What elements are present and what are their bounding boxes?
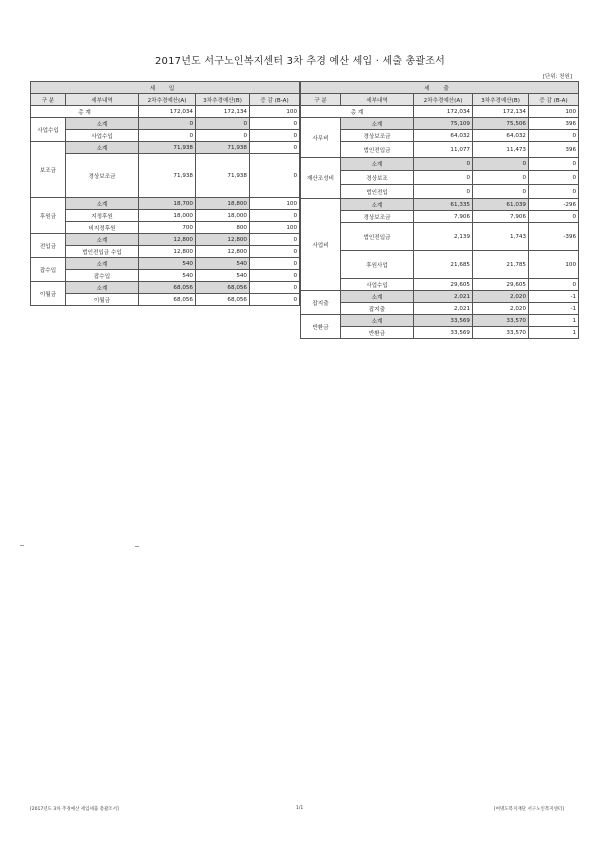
cell-diff: 0 [250, 154, 300, 198]
income-band-row [31, 82, 300, 94]
expense-total-row [301, 106, 579, 118]
cell-a: 18,700 [139, 198, 196, 210]
footer-left: [2017년도 3차 추경예산 세입세출 총괄조서] [30, 807, 119, 812]
cell-b: 68,056 [196, 294, 250, 306]
table-row [301, 279, 579, 291]
col-header: 증 감 (B-A) [529, 94, 579, 106]
cell-a: 0 [139, 130, 196, 142]
total-label: 총 계 [31, 106, 139, 118]
income-table [30, 81, 300, 306]
row-label: 경상보조금 [341, 130, 414, 142]
cell-a: 2,021 [414, 303, 473, 315]
row-label: 잡수입 [66, 270, 139, 282]
total-b: 172,134 [196, 106, 250, 118]
group-name: 후원금 [31, 198, 66, 234]
table-row [31, 258, 300, 270]
table-row [301, 185, 579, 199]
cell-diff: 0 [250, 258, 300, 270]
cell-a: 540 [139, 258, 196, 270]
cell-diff: -1 [529, 303, 579, 315]
col-header: 구 분 [31, 94, 66, 106]
cell-a: 700 [139, 222, 196, 234]
unit-label: [단위: 천원] [542, 74, 572, 80]
group-name: 사무비 [301, 118, 341, 158]
cell-b: 12,800 [196, 234, 250, 246]
cell-diff: 0 [529, 171, 579, 185]
cell-b: 68,056 [196, 282, 250, 294]
row-label: 사업수입 [341, 279, 414, 291]
cell-b: 71,938 [196, 154, 250, 198]
cell-b: 2,020 [473, 291, 529, 303]
table-row [301, 211, 579, 223]
cell-a: 0 [414, 158, 473, 171]
total-b: 172,134 [473, 106, 529, 118]
cell-diff: 100 [529, 251, 579, 279]
row-label: 비지정후원 [66, 222, 139, 234]
cell-diff: 0 [250, 142, 300, 154]
cell-diff: 0 [250, 270, 300, 282]
cell-diff: 0 [529, 130, 579, 142]
cell-b: 11,473 [473, 142, 529, 158]
table-row [301, 158, 579, 171]
cell-diff: 0 [250, 294, 300, 306]
group-name: 전입금 [31, 234, 66, 258]
cell-diff: 0 [250, 130, 300, 142]
col-header: 2차추경예산(A) [414, 94, 473, 106]
cell-diff: 0 [250, 234, 300, 246]
row-label: 소계 [341, 158, 414, 171]
row-label: 소계 [66, 118, 139, 130]
row-label: 경상보조금 [341, 211, 414, 223]
table-row [31, 234, 300, 246]
table-row [301, 315, 579, 327]
group-name: 사업비 [301, 199, 341, 291]
row-label: 소계 [341, 199, 414, 211]
cell-diff: 0 [250, 118, 300, 130]
cell-b: 33,570 [473, 315, 529, 327]
cell-diff: 0 [529, 185, 579, 199]
cell-a: 68,056 [139, 282, 196, 294]
table-row [301, 327, 579, 339]
table-row [31, 246, 300, 258]
total-diff: 100 [529, 106, 579, 118]
cell-a: 12,800 [139, 246, 196, 258]
cell-b: 18,000 [196, 210, 250, 222]
cell-diff: -1 [529, 291, 579, 303]
group-name: 재산조성비 [301, 158, 341, 199]
scan-mark [135, 546, 139, 547]
expense-header-row [301, 94, 579, 106]
cell-diff: 0 [529, 279, 579, 291]
col-header: 세부내역 [66, 94, 139, 106]
row-label: 소계 [341, 315, 414, 327]
cell-b: 71,938 [196, 142, 250, 154]
cell-b: 61,039 [473, 199, 529, 211]
cell-b: 18,800 [196, 198, 250, 210]
table-row [301, 251, 579, 279]
table-row [31, 210, 300, 222]
cell-b: 75,506 [473, 118, 529, 130]
group-name: 사업수입 [31, 118, 66, 142]
cell-diff: 396 [529, 142, 579, 158]
table-row [301, 223, 579, 251]
group-name: 반환금 [301, 315, 341, 339]
row-label: 경상보조금 [66, 154, 139, 198]
col-header: 구 분 [301, 94, 341, 106]
expense-band-label: 세 출 [301, 82, 579, 94]
cell-diff: 1 [529, 327, 579, 339]
row-label: 소계 [341, 118, 414, 130]
scan-mark [20, 545, 24, 546]
row-label: 소계 [66, 282, 139, 294]
footer-page: 1/1 [296, 806, 304, 811]
row-label: 법인전입 [341, 185, 414, 199]
row-label: 이월금 [66, 294, 139, 306]
row-label: 소계 [66, 258, 139, 270]
total-a: 172,034 [139, 106, 196, 118]
cell-a: 21,685 [414, 251, 473, 279]
row-label: 소계 [66, 142, 139, 154]
total-diff: 100 [250, 106, 300, 118]
cell-diff: 0 [250, 246, 300, 258]
cell-a: 7,906 [414, 211, 473, 223]
cell-b: 0 [473, 158, 529, 171]
table-row [301, 171, 579, 185]
row-label: 잡지출 [341, 303, 414, 315]
cell-b: 21,785 [473, 251, 529, 279]
cell-diff: 100 [250, 198, 300, 210]
cell-a: 29,605 [414, 279, 473, 291]
cell-a: 61,335 [414, 199, 473, 211]
total-a: 172,034 [414, 106, 473, 118]
cell-diff: -396 [529, 223, 579, 251]
cell-a: 0 [414, 185, 473, 199]
cell-b: 0 [473, 171, 529, 185]
cell-a: 540 [139, 270, 196, 282]
cell-b: 0 [196, 118, 250, 130]
cell-b: 540 [196, 270, 250, 282]
cell-a: 2,021 [414, 291, 473, 303]
table-row [31, 294, 300, 306]
cell-a: 0 [139, 118, 196, 130]
col-header: 3차추경예산(B) [473, 94, 529, 106]
cell-a: 33,569 [414, 315, 473, 327]
group-name: 잡지출 [301, 291, 341, 315]
row-label: 소계 [341, 291, 414, 303]
cell-a: 12,800 [139, 234, 196, 246]
footer-right: [여명도복지재단 서구노인복지센터] [493, 807, 564, 812]
table-row [301, 130, 579, 142]
group-name: 잡수입 [31, 258, 66, 282]
row-label: 법인전입금 [341, 142, 414, 158]
col-header: 3차추경예산(B) [196, 94, 250, 106]
cell-a: 0 [414, 171, 473, 185]
cell-diff: 0 [250, 210, 300, 222]
cell-a: 75,109 [414, 118, 473, 130]
table-row [31, 282, 300, 294]
table-row [301, 199, 579, 211]
expense-groups [301, 118, 579, 339]
row-label: 소계 [66, 198, 139, 210]
cell-a: 33,569 [414, 327, 473, 339]
cell-b: 1,743 [473, 223, 529, 251]
expense-table [300, 81, 579, 339]
table-row [31, 118, 300, 130]
col-header: 세부내역 [341, 94, 414, 106]
row-label: 소계 [66, 234, 139, 246]
cell-b: 2,020 [473, 303, 529, 315]
table-row [301, 303, 579, 315]
cell-diff: 0 [250, 282, 300, 294]
table-row [31, 198, 300, 210]
cell-a: 71,938 [139, 154, 196, 198]
cell-a: 18,000 [139, 210, 196, 222]
table-row [31, 270, 300, 282]
row-label: 반환금 [341, 327, 414, 339]
cell-a: 11,077 [414, 142, 473, 158]
table-row [301, 291, 579, 303]
cell-b: 0 [473, 185, 529, 199]
cell-b: 33,570 [473, 327, 529, 339]
cell-b: 540 [196, 258, 250, 270]
table-row [31, 130, 300, 142]
cell-b: 0 [196, 130, 250, 142]
cell-b: 7,906 [473, 211, 529, 223]
cell-diff: 100 [250, 222, 300, 234]
page-title: 2017년도 서구노인복지센터 3차 추경 예산 세입 · 세출 총괄조서 [155, 56, 445, 67]
cell-diff: 396 [529, 118, 579, 130]
col-header: 증 감 (B-A) [250, 94, 300, 106]
row-label: 사업수입 [66, 130, 139, 142]
cell-a: 71,938 [139, 142, 196, 154]
col-header: 2차추경예산(A) [139, 94, 196, 106]
table-row [301, 118, 579, 130]
table-row [301, 142, 579, 158]
cell-diff: 0 [529, 211, 579, 223]
cell-a: 68,056 [139, 294, 196, 306]
income-band-label: 세 입 [31, 82, 300, 94]
group-name: 이월금 [31, 282, 66, 306]
cell-diff: 0 [529, 158, 579, 171]
total-label: 총 계 [301, 106, 414, 118]
income-groups [31, 118, 300, 306]
row-label: 경상보조 [341, 171, 414, 185]
cell-b: 29,605 [473, 279, 529, 291]
table-row [31, 142, 300, 154]
cell-a: 64,032 [414, 130, 473, 142]
income-total-row [31, 106, 300, 118]
table-row [31, 154, 300, 198]
row-label: 후원사업 [341, 251, 414, 279]
expense-band-row [301, 82, 579, 94]
row-label: 지정후원 [66, 210, 139, 222]
cell-diff: -296 [529, 199, 579, 211]
income-header-row [31, 94, 300, 106]
table-row [31, 222, 300, 234]
cell-diff: 1 [529, 315, 579, 327]
row-label: 법인전입금 [341, 223, 414, 251]
cell-a: 2,139 [414, 223, 473, 251]
row-label: 법인전입금 수입 [66, 246, 139, 258]
cell-b: 64,032 [473, 130, 529, 142]
cell-b: 12,800 [196, 246, 250, 258]
group-name: 보조금 [31, 142, 66, 198]
cell-b: 800 [196, 222, 250, 234]
